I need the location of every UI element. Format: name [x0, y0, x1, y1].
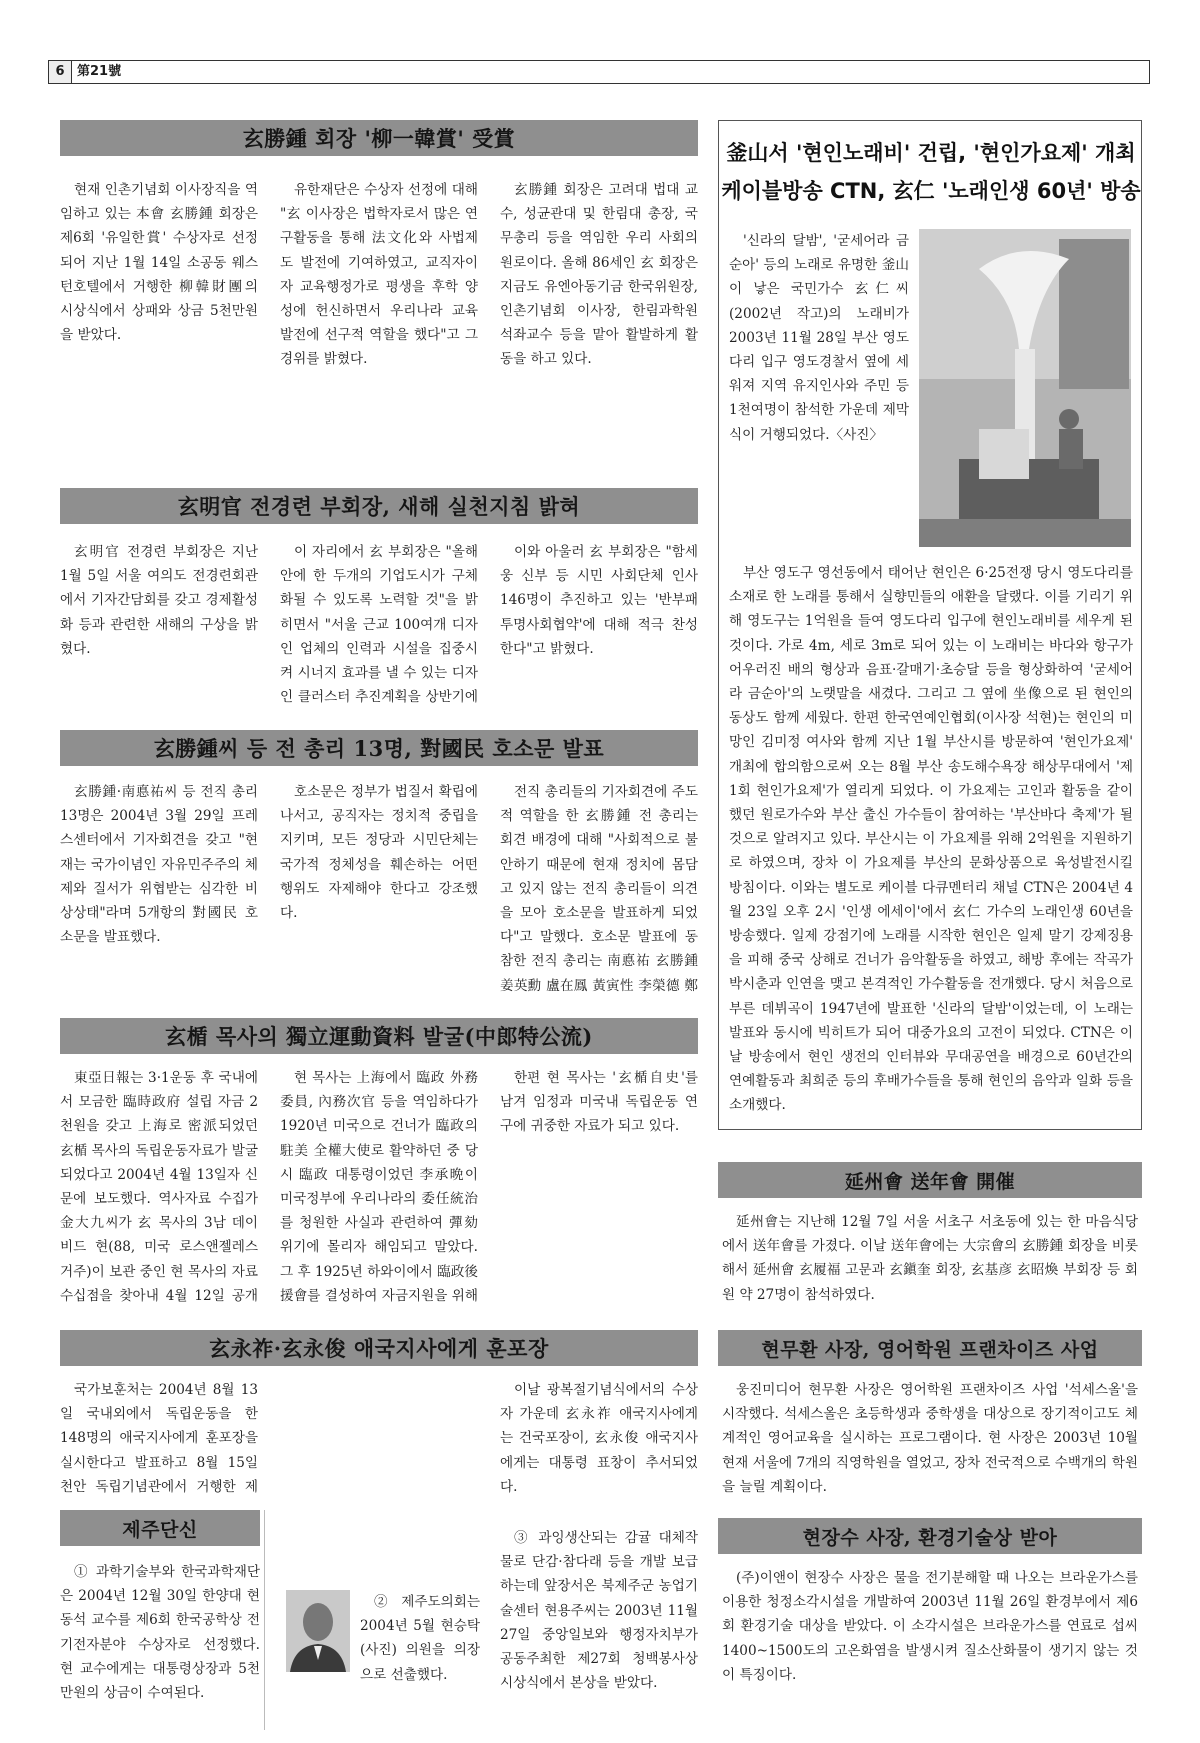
feature-box — [718, 120, 1142, 1130]
article-title: 제주단신 — [60, 1510, 260, 1546]
article-paragraph: '신라의 달밤', '굳세어라 금순아' 등의 노래로 유명한 釜山이 낳은 국민가수 玄仁씨(2002년 작고)의 노래비가 2003년 11월 28일 부산 영도다리 입구 영도경찰서 옆에 세워져 지역 유지인사와 주민 등 1천여명이 참석한 가운데 제막식이 거행되었다.〈사진〉 — [729, 233, 909, 443]
article-paragraph: ③ 과잉생산되는 감귤 대체작물로 단감·참다래 등을 개발 보급하는데 앞장서온 북제주군 농업기술센터 현용주씨는 2003년 11월 27일 중앙일보와 행정자치부가 공동주최한 제27회 청백봉사상 시상식에서 본상을 받았다. — [500, 1530, 698, 1692]
article-paragraph: 현재 인촌기념회 이사장직을 역임하고 있는 本會 玄勝鍾 회장은 제6회 '유일한賞' 수상자로 선정되어 지난 1월 14일 소공동 웨스턴호텔에서 거행한 柳韓財團의 시상식에서 상패와 상금 5천만원을 받았다. — [60, 182, 258, 344]
article-paragraph: 玄勝鍾 회장은 고려대 법대 교수, 성균관대 및 한림대 총장, 국무총리 등을 역임한 우리 사회의 원로이다. 올해 86세인 玄 회장은 지금도 유엔아동기금 한국위원장, 인촌기념회 이사장, 한림과학원 석좌교수 등을 맡아 활발하게 활동을 하고 있다. — [500, 182, 698, 368]
portrait-photo — [286, 1590, 350, 1672]
article-title: 현장수 사장, 환경기술상 받아 — [718, 1518, 1142, 1554]
article-paragraph: 호소문은 정부가 법질서 확립에 나서고, 공직자는 정치적 중립을 지키며, 모든 정당과 시민단체는 국가적 정체성을 훼손하는 어떤 행위도 자제해야 한다고 강조했다. — [280, 784, 478, 922]
monument-photo — [919, 229, 1131, 547]
article-body — [60, 780, 698, 998]
article-paragraph: 국가보훈처는 2004년 8월 13일 국내외에서 독립운동을 한 148명의 애국지사에게 훈포장을 실시한다고 발표하고 8월 15일 천안 독립기념관에서 거행한 제 — [60, 1382, 258, 1494]
article-paragraph: 東亞日報는 3·1운동 후 국내에서 모금한 臨時政府 설립 자금 2천원을 갖고 上海로 密派되었던 玄楯 목사의 독립운동자료가 발굴되었다고 2004년 4월 13일자 신문에 보도했다. 역사자료 수집가 金大九씨가 玄 목사의 3남 데이비드 현(88, 미국 로스앤젤레스 거주)이 보관 중인 현 목사의 자료 수십점을 찾아내 4월 12일 공개 — [60, 1070, 258, 1304]
article-body — [60, 540, 698, 710]
article-paragraph: 玄明官 전경련 부회장은 지난 1월 5일 서울 여의도 전경련회관에서 기자간담회를 갖고 경제활성화 등과 관련한 새해의 구상을 밝혔다. — [60, 544, 258, 657]
article-body — [60, 1378, 698, 1494]
article-paragraph: 웅진미디어 현무환 사장은 영어학원 프랜차이즈 사업 '석세스올'을 시작했다. 석세스올은 초등학생과 중학생을 대상으로 장기적이고도 체계적인 영어교육을 실시하는 프로그램이다. 현 사장은 2003년 10월 현재 서울에 7개의 직영학원을 열었고, 장차 전국적으로 수백개의 학원을 늘릴 계획이다. — [722, 1382, 1138, 1495]
article-paragraph: 이와 아울러 玄 부회장은 "함세웅 신부 등 시민 사회단체 인사 146명이 추진하고 있는 '반부패 투명사회협약'에 대해 적극 찬성한다"고 밝혔다. — [500, 544, 698, 657]
monument-icon — [919, 229, 1131, 547]
article-paragraph: 延州會는 지난해 12월 7일 서울 서초구 서초동에 있는 한 마음식당에서 送年會를 가졌다. 이날 送年會에는 大宗會의 玄勝鍾 회장을 비롯해서 延州會 玄履福 고문과 玄鎭奎 회장, 玄基彦 玄昭煥 부회장 등 회원 약 27명이 참석하였다. — [722, 1214, 1138, 1303]
issue-label: 第21號 — [77, 64, 122, 79]
article-title: 延州會 送年會 開催 — [718, 1162, 1142, 1198]
feature-title-line2: 케이블방송 CTN, 玄仁 '노래인생 60년' 방송 — [721, 179, 1141, 203]
page-number: 6 — [49, 61, 72, 83]
article-body — [60, 178, 698, 470]
article-title: 玄勝鍾 회장 '柳一韓賞' 受賞 — [60, 120, 698, 156]
page-folio — [48, 60, 1150, 84]
column-divider — [264, 1510, 265, 1730]
article-paragraph: (주)이앤이 현장수 사장은 물을 전기분해할 때 나오는 브라운가스를 이용한 청정소각시설을 개발하여 2003년 11월 26일 환경부에서 제6회 환경기술 대상을 받았다. 이 소각시설은 브라운가스를 연료로 섭씨 1400~1500도의 고온화염을 발생시켜 질소산화물이 생기지 않는 것이 특징이다. — [722, 1570, 1138, 1683]
portrait-icon — [286, 1590, 350, 1672]
article-paragraph: 한편 현 목사는 '玄楯自史'를 남겨 임정과 미국내 독립운동 연구에 귀중한 자료가 되고 있다. — [500, 1070, 698, 1135]
article-paragraph: ① 과학기술부와 한국과학재단은 2004년 12월 30일 한양대 현동석 교수를 제6회 한국공학상 전기전자분야 수상자로 선정했다. 현 교수에게는 대통령상장과 5천만원의 상금이 수여된다. — [60, 1564, 260, 1702]
article-title: 현무환 사장, 영어학원 프랜차이즈 사업 — [718, 1330, 1142, 1366]
article-paragraph: 이날 광복절기념식에서의 수상자 가운데 玄永祚 애국지사에게는 건국포장이, 玄永俊 애국지사에게는 대통령 표창이 추서되었다. — [500, 1382, 698, 1494]
article-body — [60, 1066, 698, 1308]
article-paragraph: 玄勝鍾·南悳祐씨 등 전직 총리 13명은 2004년 3월 29일 프레스센터에서 기자회견을 갖고 "현재는 국가이념인 자유민주주의 체제와 질서가 위협받는 심각한 비상상태"라며 5개항의 對國民 호소문을 발표했다. — [60, 784, 258, 946]
feature-title-line1: 釜山서 '현인노래비' 건립, '현인가요제' 개최 — [726, 141, 1136, 165]
article-paragraph: 이 자리에서 玄 부회장은 "올해 안에 한 두개의 기업도시가 구체화될 수 있도록 노력할 것"을 밝히면서 "서울 근교 100여개 디자인 업체의 인력과 시설을 집중시켜 시너지 효과를 낼 수 있는 디자인 클러스터 추진계획을 상반기에 — [280, 544, 478, 706]
article-paragraph: 유한재단은 수상자 선정에 대해 "玄 이사장은 법학자로서 많은 연구활동을 통해 法文化와 사법제도 발전에 기여하였고, 교직자이자 교육행정가로 평생을 후학 양성에 헌신하면서 우리나라 교육 발전에 선구적 역할을 했다"고 그 경위를 밝혔다. — [280, 182, 478, 368]
article-paragraph: ② 제주도의회는 2004년 5월 현승탁(사진) 의원을 의장으로 선출했다. — [360, 1594, 480, 1683]
article-title: 玄勝鍾씨 등 전 총리 13명, 對國民 호소문 발표 — [60, 730, 698, 766]
article-paragraph: 전직 총리들의 기자회견에 주도적 역할을 한 玄勝鍾 전 총리는 회견 배경에 대해 "사회적으로 불안하기 때문에 현재 정치에 몸담고 있지 않는 전직 총리들이 의견을 모아 호소문을 발표하게 되었다"고 말했다. 호소문 발표에 동참한 전직 총리는 南悳祐 玄勝鍾 姜英勳 盧在鳳 黃寅性 李榮德 鄭 — [500, 784, 698, 994]
article-title: 玄明官 전경련 부회장, 새해 실천지침 밝혀 — [60, 488, 698, 524]
article-paragraph: 부산 영도구 영선동에서 태어난 현인은 6·25전쟁 당시 영도다리를 소재로 한 노래를 통해서 실향민들의 애환을 달랬다. 이를 기리기 위해 영도구는 1억원을 들여 영도다리 입구에 현인노래비를 세우게 된 것이다. 가로 4m, 세로 3m로 되어 있는 이 노래비는 바다와 항구가 어우러진 배의 형상과 음표·갈매기·초승달 등을 형상화하여 '굳세어라 금순아'의 노랫말을 새겼다. 그리고 그 옆에 坐像으로 된 현인의 동상도 함께 세웠다. 한편 한국연예인협회(이사장 석현)는 현인의 미망인 김미정 여사와 함께 지난 1월 부산시를 방문하여 '현인가요제' 개최에 합의함으로써 오는 8월 부산 송도해수욕장 해상무대에서 '제1회 현인가요제'가 열리게 되었다. 이 가요제는 고인과 활동을 같이했던 원로가수와 부산 출신 가수들이 참여하는 '부산바다 축제'가 될 것으로 알려지고 있다. 부산시는 이 가요제를 위해 2억원을 지원하기로 하였으며, 장차 이 가요제를 부산의 문화상품으로 육성발전시킬 방침이다. 이와는 별도로 케이블 다큐멘터리 채널 CTN은 2004년 4월 23일 오후 2시 '인생 에세이'에서 玄仁 가수의 노래인생 60년을 방송했다. 일제 강점기에 노래를 시작한 현인은 일제 말기 강제징용을 피해 중국 상해로 건너가 음악활동을 하였고, 해방 후에는 작곡가 박시춘과 인연을 맺고 본격적인 가수활동을 전개했다. 당시 처음으로 부른 데뷔곡이 1947년에 발표한 '신라의 달밤'이었는데, 이 노래는 발표와 동시에 빅히트가 되어 대중가요의 고전이 되었다. CTN은 이날 방송에서 현인 생전의 인터뷰와 무대공연을 배경으로 60년간의 연예활동과 최희준 등의 후배가수들을 통해 현인의 음악과 일화 등을 소개했다. — [729, 565, 1133, 1114]
article-title: 玄永祚·玄永俊 애국지사에게 훈포장 — [60, 1330, 698, 1366]
article-paragraph: 현 목사는 上海에서 臨政 外務委員, 內務次官 등을 역임하다가 1920년 미국으로 건너가 臨政의 駐美 全權大使로 활약하던 중 당시 臨政 대통령이었던 李承晩이 미국정부에 우리나라의 委任統治를 청원한 사실과 관련하여 彈劾위기에 몰리자 해임되고 말았다. 그 후 1925년 하와이에서 臨政後援會를 결성하여 자금지원을 위해 — [280, 1070, 478, 1304]
article-title: 玄楯 목사의 獨立運動資料 발굴(中郎特公流) — [60, 1018, 698, 1054]
